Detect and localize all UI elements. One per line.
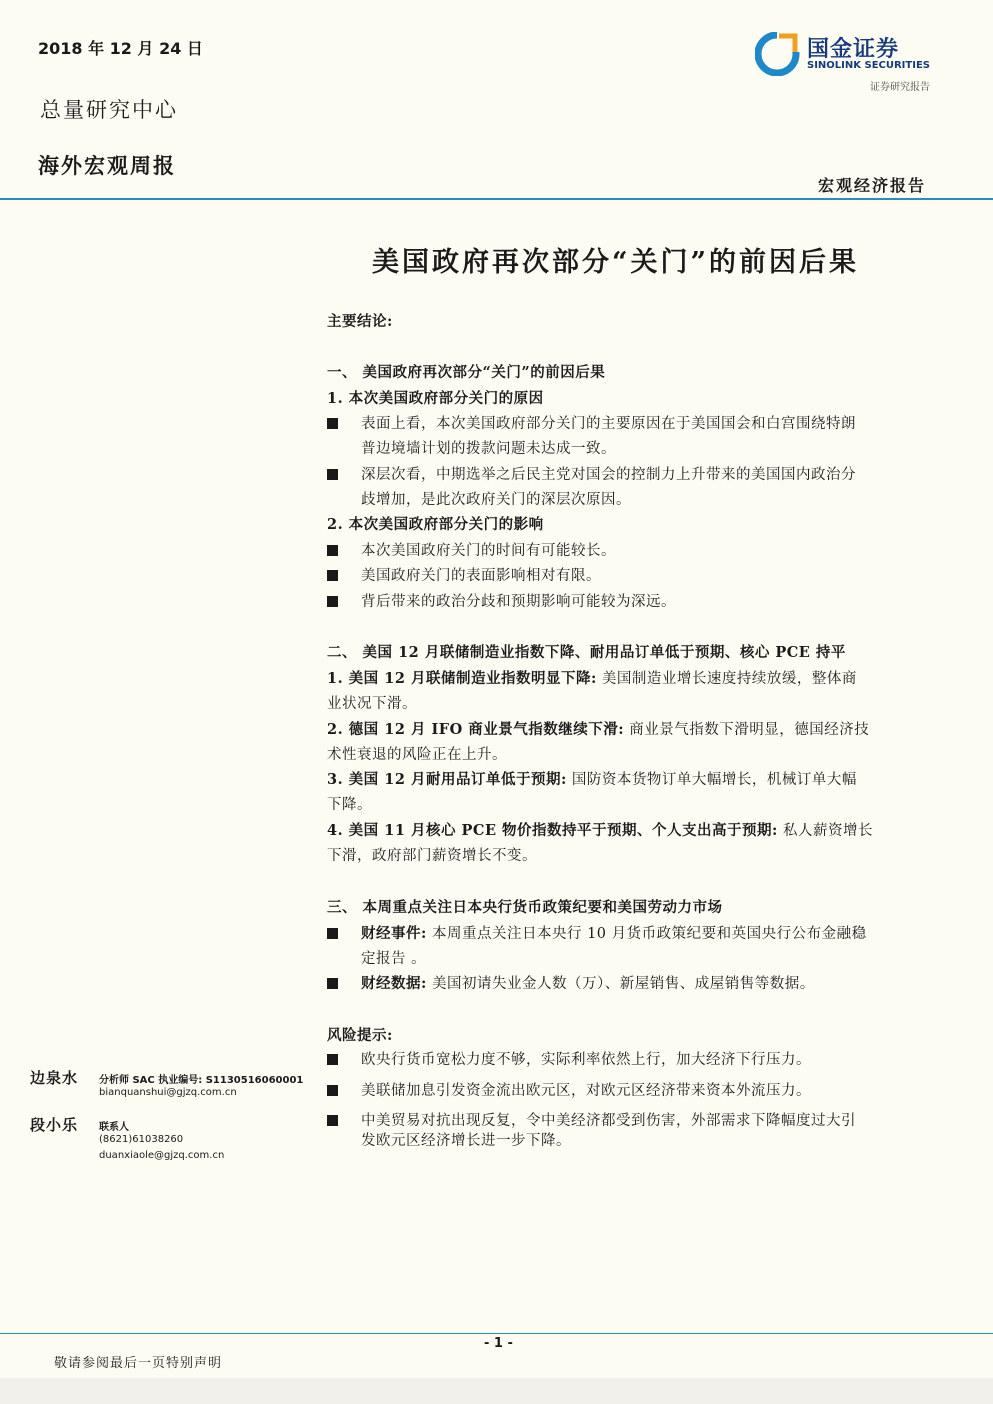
analyst-1-name: 边泉水 (30, 1069, 79, 1087)
s2-item3-line1 (327, 770, 857, 790)
s2-item2-line1 (327, 720, 869, 740)
s1-sub2-bullet3: 背后带来的政治分歧和预期影响可能较为深远。 (361, 594, 676, 610)
s2-item4-text: 私人薪资增长 (777, 823, 874, 839)
s3-bullet1-text: 本周重点关注日本央行 10 月货币政策纪要和英国央行公布金融稳 (426, 926, 867, 942)
risk-bullet2: 美联储加息引发资金流出欧元区，对欧元区经济带来资本外流压力。 (361, 1083, 811, 1099)
s2-item1-text: 美国制造业增长速度持续放缓，整体商 (596, 671, 857, 687)
section-1-sub2: 2. 本次美国政府部分关门的影响 (327, 516, 544, 533)
report-series: 海外宏观周报 (38, 153, 176, 178)
bullet-icon (327, 596, 338, 607)
bullet-icon (327, 1085, 338, 1096)
page-bottom-band (0, 1378, 993, 1404)
s2-item2-bold: 2. 德国 12 月 IFO 商业景气指数继续下滑: (327, 721, 625, 738)
risk-bullet3-line2: 发欧元区经济增长进一步下降。 (361, 1133, 571, 1149)
s3-bullet1-line2: 定报告 。 (361, 951, 427, 967)
s2-item1-line1 (327, 669, 857, 689)
s1-sub2-bullet2: 美国政府关门的表面影响相对有限。 (361, 568, 601, 584)
analyst-2-email: duanxiaole@gjzq.com.cn (99, 1150, 225, 1161)
logo-chinese: 国金证券 (807, 37, 900, 62)
s3-bullet1-bold: 财经事件: (361, 925, 427, 942)
bullet-icon (327, 928, 338, 939)
header-divider (0, 198, 993, 200)
s3-bullet2-bold: 财经数据: (361, 975, 427, 992)
report-date: 2018 年 12 月 24 日 (38, 39, 203, 58)
footer-divider (0, 1333, 993, 1334)
s1-sub2-bullet1: 本次美国政府关门的时间有可能较长。 (361, 543, 616, 559)
analyst-1-email: bianquanshui@gjzq.com.cn (99, 1087, 237, 1098)
risk-bullet3-line1: 中美贸易对抗出现反复，令中美经济都受到伤害，外部需求下降幅度过大引 (361, 1113, 856, 1129)
s2-item3-text: 国防资本货物订单大幅增长，机械订单大幅 (566, 772, 857, 788)
risk-bullet1: 欧央行货币宽松力度不够，实际利率依然上行，加大经济下行压力。 (361, 1052, 811, 1068)
s1-sub1-bullet1-line2: 普边境墙计划的拨款问题未达成一致。 (361, 441, 616, 457)
research-center: 总量研究中心 (40, 98, 178, 122)
footer-disclaimer: 敬请参阅最后一页特别声明 (54, 1356, 223, 1371)
section-1-sub1: 1. 本次美国政府部分关门的原因 (327, 390, 544, 407)
s2-item4-line2: 下滑，政府部门薪资增长不变。 (327, 848, 537, 864)
bullet-icon (327, 545, 338, 556)
page-number: - 1 - (484, 1336, 513, 1351)
s2-item3-bold: 3. 美国 12 月耐用品订单低于预期: (327, 771, 567, 788)
logo-mark-icon (755, 32, 801, 76)
analyst-2-phone: (8621)61038260 (99, 1134, 184, 1145)
risk-heading: 风险提示: (327, 1027, 393, 1044)
bullet-icon (327, 1054, 338, 1065)
s1-sub1-bullet2-line1: 深层次看，中期选举之后民主党对国会的控制力上升带来的美国国内政治分 (361, 467, 856, 483)
s3-bullet2 (361, 974, 815, 994)
s1-sub1-bullet2-line2: 歧增加，是此次政府关门的深层次原因。 (361, 492, 631, 508)
s2-item2-text: 商业景气指数下滑明显，德国经济技 (624, 722, 870, 738)
s2-item3-line2: 下降。 (327, 797, 372, 813)
s3-bullet1-line1 (361, 924, 867, 944)
logo-english: SINOLINK SECURITIES (807, 60, 930, 71)
bullet-icon (327, 570, 338, 581)
report-type: 宏观经济报告 (818, 176, 927, 195)
bullet-icon (327, 418, 338, 429)
s3-bullet2-text: 美国初请失业金人数（万）、新屋销售、成屋销售等数据。 (426, 976, 815, 992)
bullet-icon (327, 469, 338, 480)
bullet-icon (327, 1115, 338, 1126)
analyst-2-name: 段小乐 (30, 1116, 79, 1134)
section-3-heading: 三、 本周重点关注日本央行货币政策纪要和美国劳动力市场 (327, 899, 723, 916)
s2-item4-line1 (327, 821, 873, 841)
analyst-1-role: 分析师 SAC 执业编号: S1130516060001 (99, 1075, 304, 1086)
s1-sub1-bullet1-line1: 表面上看，本次美国政府部分关门的主要原因在于美国国会和白宫围绕特朗 (361, 416, 856, 432)
s2-item1-bold: 1. 美国 12 月联储制造业指数明显下降: (327, 670, 597, 687)
section-1-heading: 一、 美国政府再次部分“关门”的前因后果 (327, 364, 606, 381)
main-conclusion-label: 主要结论: (327, 313, 393, 330)
s2-item1-line2: 业状况下滑。 (327, 696, 417, 712)
logo-subtitle: 证券研究报告 (870, 82, 930, 93)
s2-item4-bold: 4. 美国 11 月核心 PCE 物价指数持平于预期、个人支出高于预期: (327, 822, 778, 839)
report-title: 美国政府再次部分“关门”的前因后果 (372, 247, 860, 278)
bullet-icon (327, 978, 338, 989)
analyst-2-role: 联系人 (99, 1122, 129, 1133)
s2-item2-line2: 术性衰退的风险正在上升。 (327, 747, 507, 763)
section-2-heading: 二、 美国 12 月联储制造业指数下降、耐用品订单低于预期、核心 PCE 持平 (327, 644, 846, 661)
company-logo (755, 32, 945, 76)
